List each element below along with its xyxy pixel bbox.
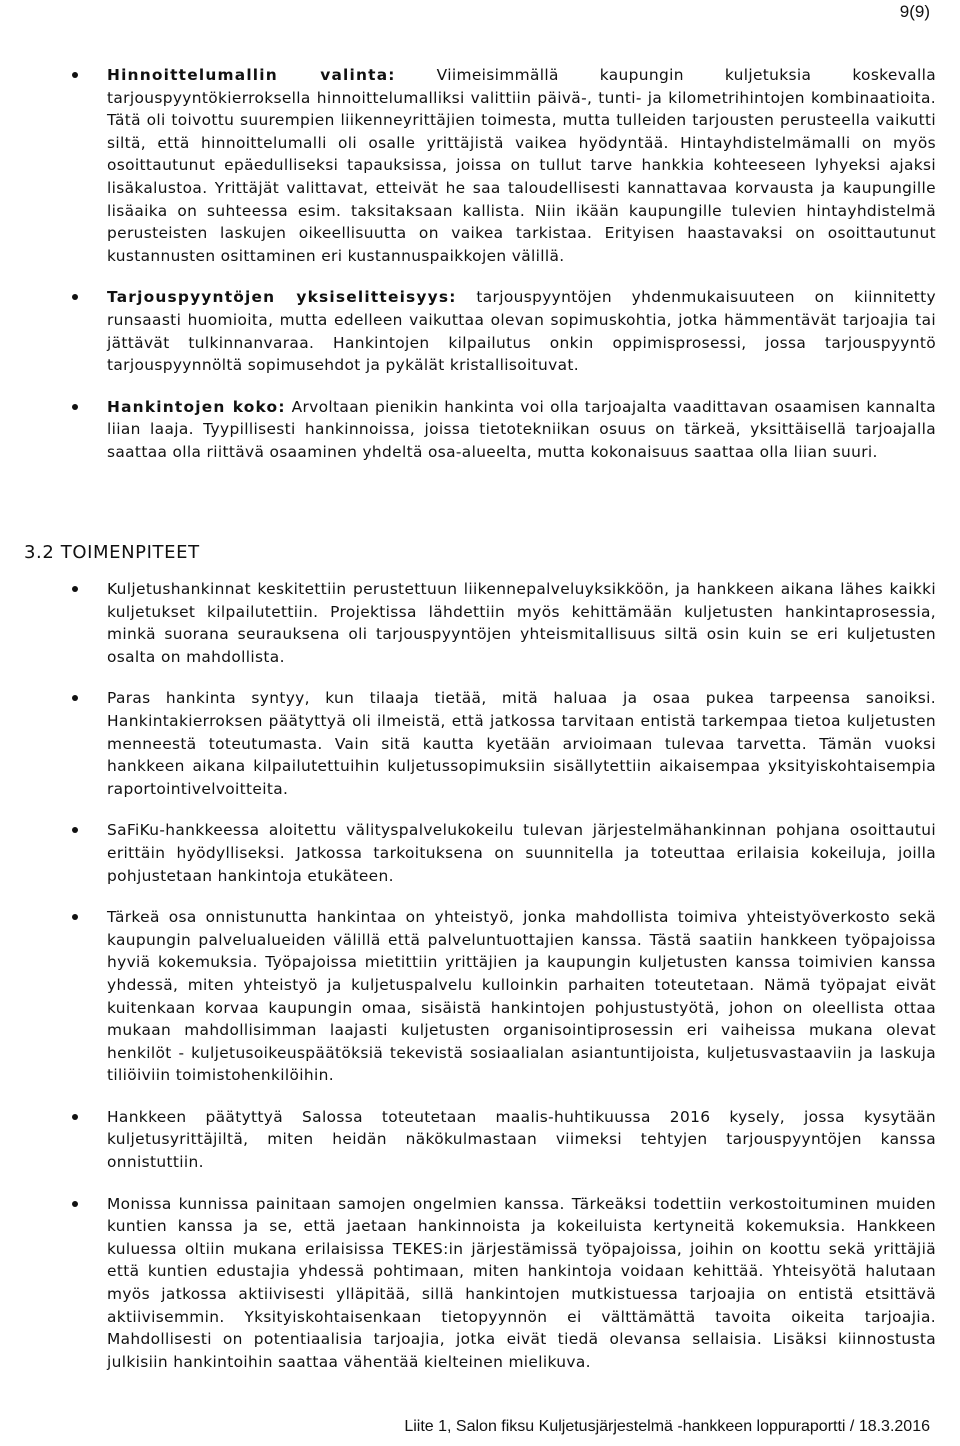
list-item bbox=[0, 286, 960, 376]
bullet-dot bbox=[72, 294, 78, 300]
section-heading: 3.2 TOIMENPITEET bbox=[24, 542, 200, 563]
bullet-dot bbox=[72, 914, 78, 920]
item-text: tarjouspyyntöjen yhdenmukaisuuteen on kiinnitetty runsaasti huomioita, mutta edelleen vaikuttaa olevan sopimuskohtia, jotka hämmentävät tarjoajia tai jättävät tulkinnanvaraa. Hankintojen kilpailutus onkin oppimisprosessi, jossa tarjouspyyntö tarjouspyynnöltä sopimusehdot ja pykälät kristallisoituvat. bbox=[107, 288, 937, 375]
page-footer: Liite 1, Salon fiksu Kuljetusjärjestelmä -hankkeen loppuraportti / 18.3.2016 bbox=[404, 1418, 930, 1435]
item-term: Hankintojen koko: bbox=[107, 397, 286, 416]
list-item bbox=[0, 64, 960, 267]
bullet-dot bbox=[72, 586, 78, 592]
list-item bbox=[0, 396, 960, 464]
page-number: 9(9) bbox=[899, 2, 930, 21]
item-text: Tärkeä osa onnistunutta hankintaa on yhteistyö, jonka mahdollista toimiva yhteistyöverkosto sekä kaupungin palvelualueiden välillä että palveluntuottajien kanssa. Tästä saatiin hankkeen työpajoissa hyviä kokemuksia. Työpajoissa mietittiin yrittäjien ja kaupungin kuljetusten kanssa toimivien kanssa yhdessä, miten yhteistyö ja kuljetuspalvelu kulloinkin parhaiten toteutetaan. Nämä työpajat eivät kuitenkaan korvaa kaupungin omaa, sisäistä hankintojen pohjustustyötä, johon on oleellista ottaa mukaan mahdollisimman laajasti kuljetusten organisointiprosessin eri vaiheissa mukana olevat henkilöt - kuljetusoikeuspäätöksiä tekevistä sosiaalialan asiantuntijoista, kuljetusvastaaviin ja laskuja tiliöiviin toimistohenkilöihin. bbox=[107, 908, 936, 1085]
bullet-dot bbox=[72, 404, 78, 410]
item-term: Tarjouspyyntöjen yksiselitteisyys: bbox=[107, 288, 457, 307]
bullet-dot bbox=[72, 1114, 78, 1120]
actions-list bbox=[0, 578, 960, 1392]
bullet-dot bbox=[72, 827, 78, 833]
item-text: Arvoltaan pienikin hankinta voi olla tarjoajalta vaadittavan osaamisen kannalta liian laaja. Tyypillisesti hankinnoissa, joissa tietotekniikan osuus on tärkeä, yksittäisellä tarjoajalla saattaa olla riittävä osaaminen yhdeltä osa-alueelta, mutta kokonaisuus saattaa olla liian suuri. bbox=[107, 397, 936, 461]
item-text: Monissa kunnissa painitaan samojen ongelmien kanssa. Tärkeäksi todettiin verkostoituminen muiden kuntien kanssa ja se, että jaetaan hankinnoista ja kokeiluista kertyneitä kokemuksia. Hankkeen kuluessa oltiin mukana erilaisissa TEKES:in järjestämissä työpajoissa, joihin on koottu sekä yrittäjiä että kuntien edustajia yhdessä pohtimaan, miten hankintoja voidaan kehittää. Yhteisyötä halutaan myös jatkossa aktiivisesti ylläpitää, sillä hankintojen mutkistuessa tarjoajia on entistä etsittävä aktiivisemmin. Yksityiskohtaisenkaan tietopyynnön ei välttämättä tavoita oikeita tarjoajia. Mahdollisesti on potentiaalisia tarjoajia, jotka eivät tiedä olevansa sellaisia. Lisäksi kiinnostusta julkisiin hankintoihin saattaa vähentää kielteinen mielikuva. bbox=[107, 1194, 936, 1371]
challenges-list bbox=[0, 64, 960, 483]
item-text: Paras hankinta syntyy, kun tilaaja tietää, mitä haluaa ja osaa pukea tarpeensa sanoiksi. Hankintakierroksen päätyttyä oli ilmeistä, että jatkossa tarvitaan entistä tarkempaa tietoa kuljetusten menneestä toteutumasta. Vain sitä kautta kyetään arvioimaan tulevaa tarvetta. Tämän vuoksi hankkeen aikana kilpailutettuihin kuljetussopimuksiin sisällytettiin aikaisempaa yksityiskohtaisempia raportointivelvoitteita. bbox=[107, 689, 936, 798]
bullet-dot bbox=[72, 695, 78, 701]
list-item bbox=[0, 1106, 960, 1174]
list-item bbox=[0, 578, 960, 668]
item-text: Hankkeen päätyttyä Salossa toteutetaan maalis-huhtikuussa 2016 kysely, jossa kysytään kuljetusyrittäjiltä, miten heidän näkökulmastaan viimeksi tehtyjen tarjouspyyntöjen kanssa onnistuttiin. bbox=[107, 1107, 936, 1172]
item-term: Hinnoittelumallin valinta: bbox=[107, 66, 396, 84]
list-item bbox=[0, 687, 960, 800]
item-text: SaFiKu-hankkeessa aloitettu välityspalvelukokeilu tulevan järjestelmähankinnan pohjana osoittautui erittäin hyödylliseksi. Jatkossa tarkoituksena on suunnitella ja toteuttaa erilaisia kokeiluja, joilla pohjustetaan hankintoja etukäteen. bbox=[107, 821, 936, 885]
bullet-dot bbox=[72, 1201, 78, 1207]
list-item bbox=[0, 819, 960, 887]
list-item bbox=[0, 906, 960, 1087]
bullet-dot bbox=[72, 72, 78, 78]
list-item bbox=[0, 1193, 960, 1374]
item-text: Viimeisimmällä kaupungin kuljetuksia koskevalla tarjouspyyntökierroksella hinnoittelumalliksi valittiin päivä-, tunti- ja kilometrihintojen kombinaatioita. Tätä oli toivottu suurempien liikenneyrittäjien toimesta, mutta tulleiden tarjousten perusteella vaikutti siltä, että hinnoittelumalli oli osalle yrittäjistä vaikea hyödyntää. Hintayhdistelmämalli on myös osoittautunut epäedulliseksi tapauksissa, joissa on tullut tarve hankkia kohteeseen lyhyeksi ajaksi lisäkalustoa. Yrittäjät valittavat, etteivät he saa taloudellisesti kannattavaa korvausta ja kaupungille lisäaika on suhteessa esim. taksitaksaan kallista. Niin ikään kaupungille tulevien hintayhdistelmä perusteisten laskujen oikeellisuutta on vaikea tarkistaa. Erityisen haastavaksi on osoittautunut kustannusten osittaminen eri kustannuspaikkojen välillä. bbox=[107, 66, 936, 265]
item-text: Kuljetushankinnat keskitettiin perustettuun liikennepalveluyksikköön, ja hankkeen aikana lähes kaikki kuljetukset kilpailutettiin. Projektissa lähdettiin myös kehittämään kuljetusten hankintaprosessia, minkä suorana seurauksena oli tarjouspyyntöjen yhteismitallisuus siltä osin kuin se eri kuljetusten osalta on mahdollista. bbox=[107, 580, 936, 666]
